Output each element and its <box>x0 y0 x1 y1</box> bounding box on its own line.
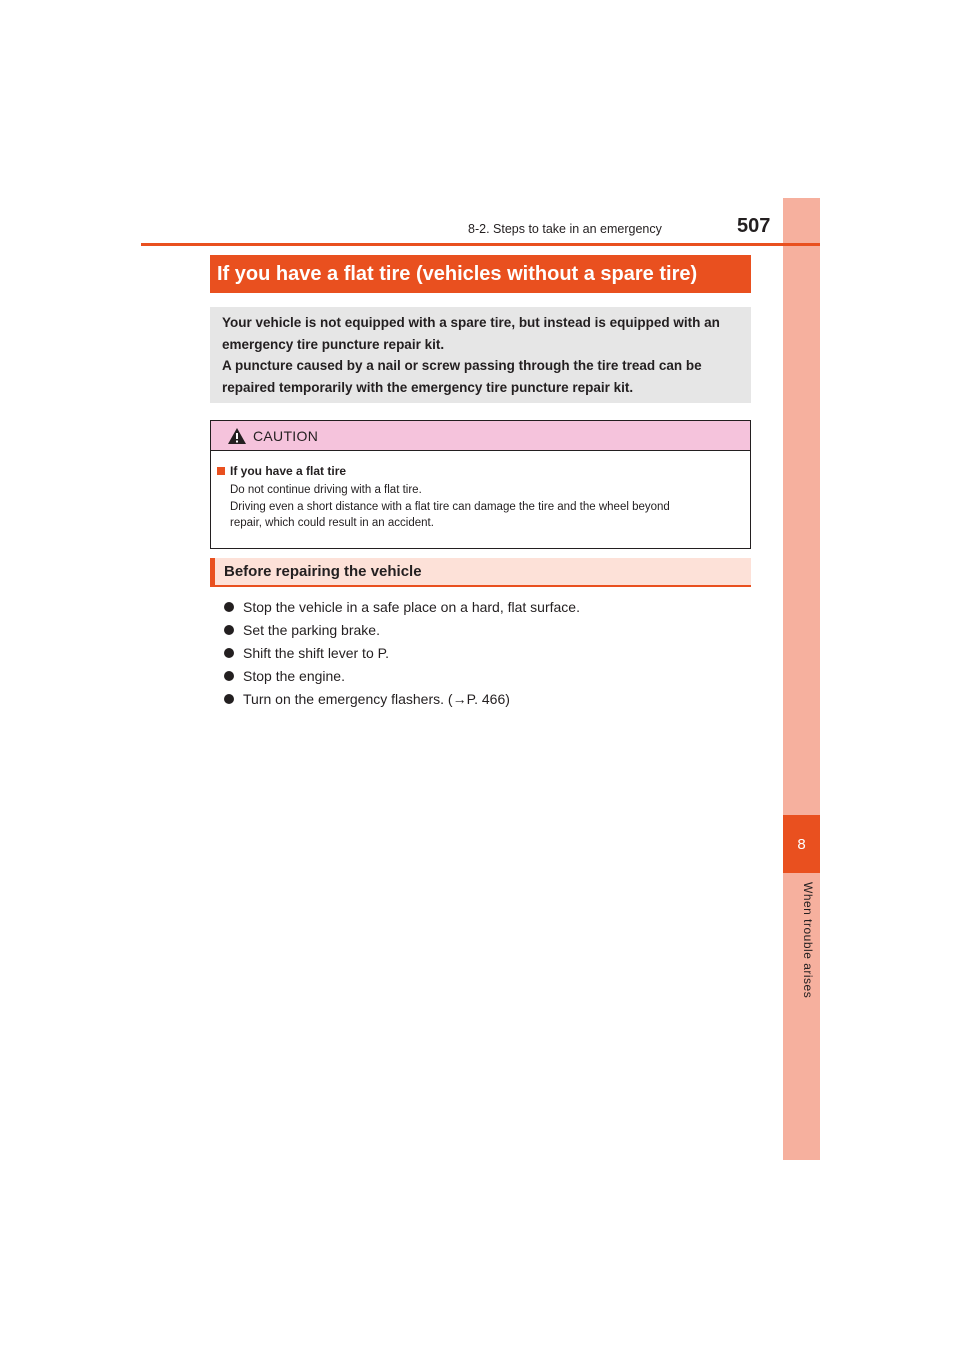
list-item <box>224 618 580 641</box>
subsection-heading: Before repairing the vehicle <box>210 558 751 587</box>
caution-box <box>210 420 751 549</box>
step-text: Turn on the emergency flashers. (→P. 466) <box>243 691 510 708</box>
bullet-icon <box>224 625 234 635</box>
step-text: Shift the shift lever to P. <box>243 644 390 661</box>
caution-label: CAUTION <box>253 427 319 444</box>
side-strip <box>783 198 820 1160</box>
caution-title <box>217 464 742 478</box>
caution-body <box>211 451 750 532</box>
step-text: Stop the engine. <box>243 668 345 685</box>
caution-line: Driving even a short distance with a flat tire can damage the tire and the wheel beyond <box>230 500 670 513</box>
list-item <box>224 665 580 688</box>
warning-icon <box>227 427 247 445</box>
caution-line: Do not continue driving with a flat tire. <box>230 484 422 496</box>
caution-header <box>211 421 750 451</box>
chapter-tab <box>783 815 820 873</box>
caution-title-text: If you have a flat tire <box>230 464 347 478</box>
step-text: Set the parking brake. <box>243 621 380 638</box>
step-text: Stop the vehicle in a safe place on a hard, flat surface. <box>243 598 580 615</box>
intro-line: repaired temporarily with the emergency tire puncture repair kit. <box>222 379 634 395</box>
bullet-icon <box>224 602 234 612</box>
caution-line: repair, which could result in an accident. <box>230 517 434 529</box>
bullet-icon <box>224 671 234 681</box>
running-header: 8-2. Steps to take in an emergency <box>468 222 662 236</box>
page-number: 507 <box>737 215 771 237</box>
list-item <box>224 688 580 711</box>
list-item <box>224 641 580 664</box>
list-item <box>224 595 580 618</box>
intro-box <box>210 307 751 403</box>
intro-line: emergency tire puncture repair kit. <box>222 336 445 352</box>
chapter-number: 8 <box>797 835 806 853</box>
bullet-icon <box>224 694 234 704</box>
steps-list <box>224 595 580 711</box>
chapter-title: When trouble arises <box>801 882 815 999</box>
intro-line: Your vehicle is not equipped with a spare tire, but instead is equipped with an <box>222 315 720 330</box>
intro-line: A puncture caused by a nail or screw passing through the tire tread can be <box>222 358 702 373</box>
bullet-icon <box>224 648 234 658</box>
caution-text <box>230 482 742 532</box>
square-bullet-icon <box>217 467 225 475</box>
section-heading: If you have a flat tire (vehicles without a spare tire) <box>210 255 751 293</box>
header-rule <box>141 243 820 246</box>
